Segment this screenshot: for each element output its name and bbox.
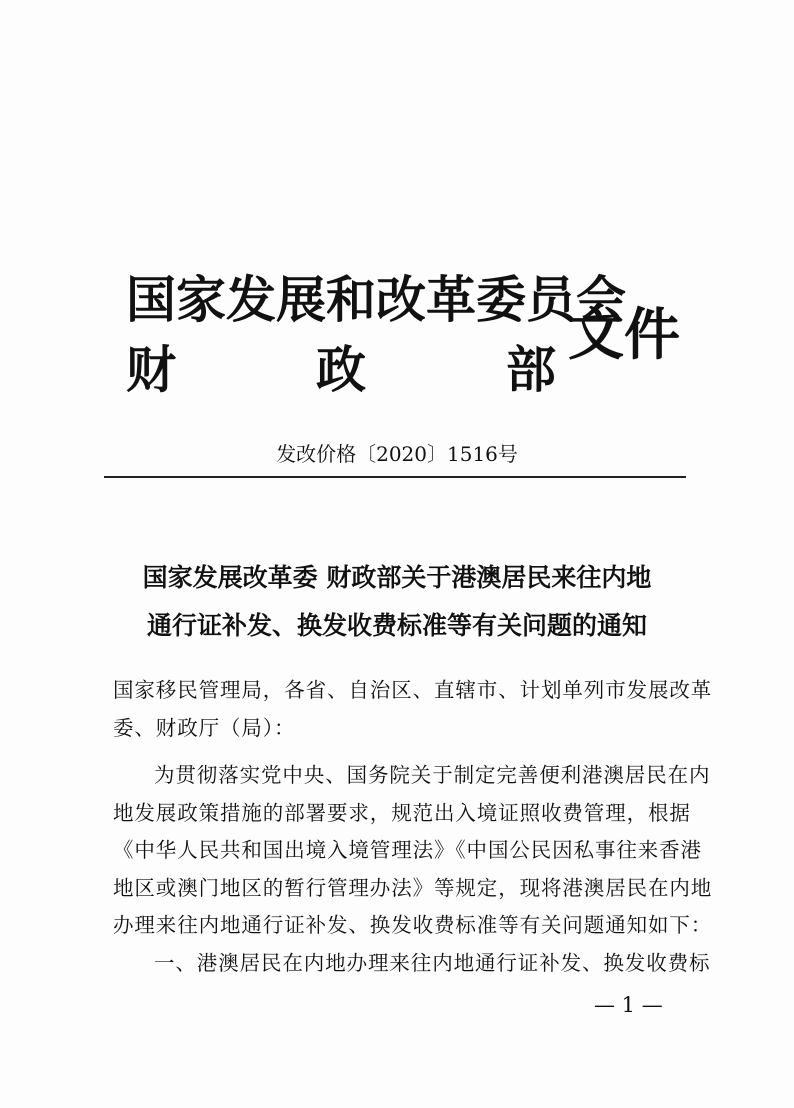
notice-body: [113, 672, 713, 982]
issuer-line-2-char-2: 政: [316, 340, 366, 399]
issuer-line-2-char-3: 部: [506, 340, 556, 399]
notice-title: [80, 554, 714, 650]
paragraph-1-line-3: 《中华人民共和国出境入境管理法》《中国公民因私事往来香港: [113, 838, 702, 862]
issuer-line-2-char-1: 财: [126, 340, 176, 399]
recipients-line-2: 委、财政厅（局）：: [113, 715, 296, 740]
recipients-line-1: 国家移民管理局，各省、自治区、直辖市、计划单列市发展改革: [113, 678, 713, 702]
paragraph-1-line-2: 地发展政策措施的部署要求，规范出入境证照收费管理，根据: [113, 800, 691, 825]
paragraph-1-line-4: 地区或澳门地区的暂行管理办法》等规定，现将港澳居民在内地: [113, 875, 713, 900]
notice-title-line-1: 国家发展改革委 财政部关于港澳居民来往内地: [142, 563, 652, 592]
page-number: — 1 —: [594, 993, 663, 1017]
paragraph-1-line-5: 办理来往内地通行证补发、换发收费标准等有关问题通知如下：: [113, 913, 713, 937]
document-word: 文件: [568, 302, 680, 368]
paragraph-gap: [113, 747, 691, 757]
document-number: 发改价格〔2020〕1516号: [276, 442, 518, 466]
issuer-line-2: [126, 338, 556, 402]
paragraph-1-line-1: 为贯彻落实党中央、国务院关于制定完善便利港澳居民在内: [154, 763, 711, 787]
issuer-line-1: 国家发展和改革委员会: [126, 270, 626, 329]
notice-title-line-2: 通行证补发、换发收费标准等有关问题的通知: [146, 611, 647, 640]
paragraph-2-line-1: 一、港澳居民在内地办理来往内地通行证补发、换发收费标: [154, 950, 711, 975]
header-divider: [104, 476, 686, 478]
